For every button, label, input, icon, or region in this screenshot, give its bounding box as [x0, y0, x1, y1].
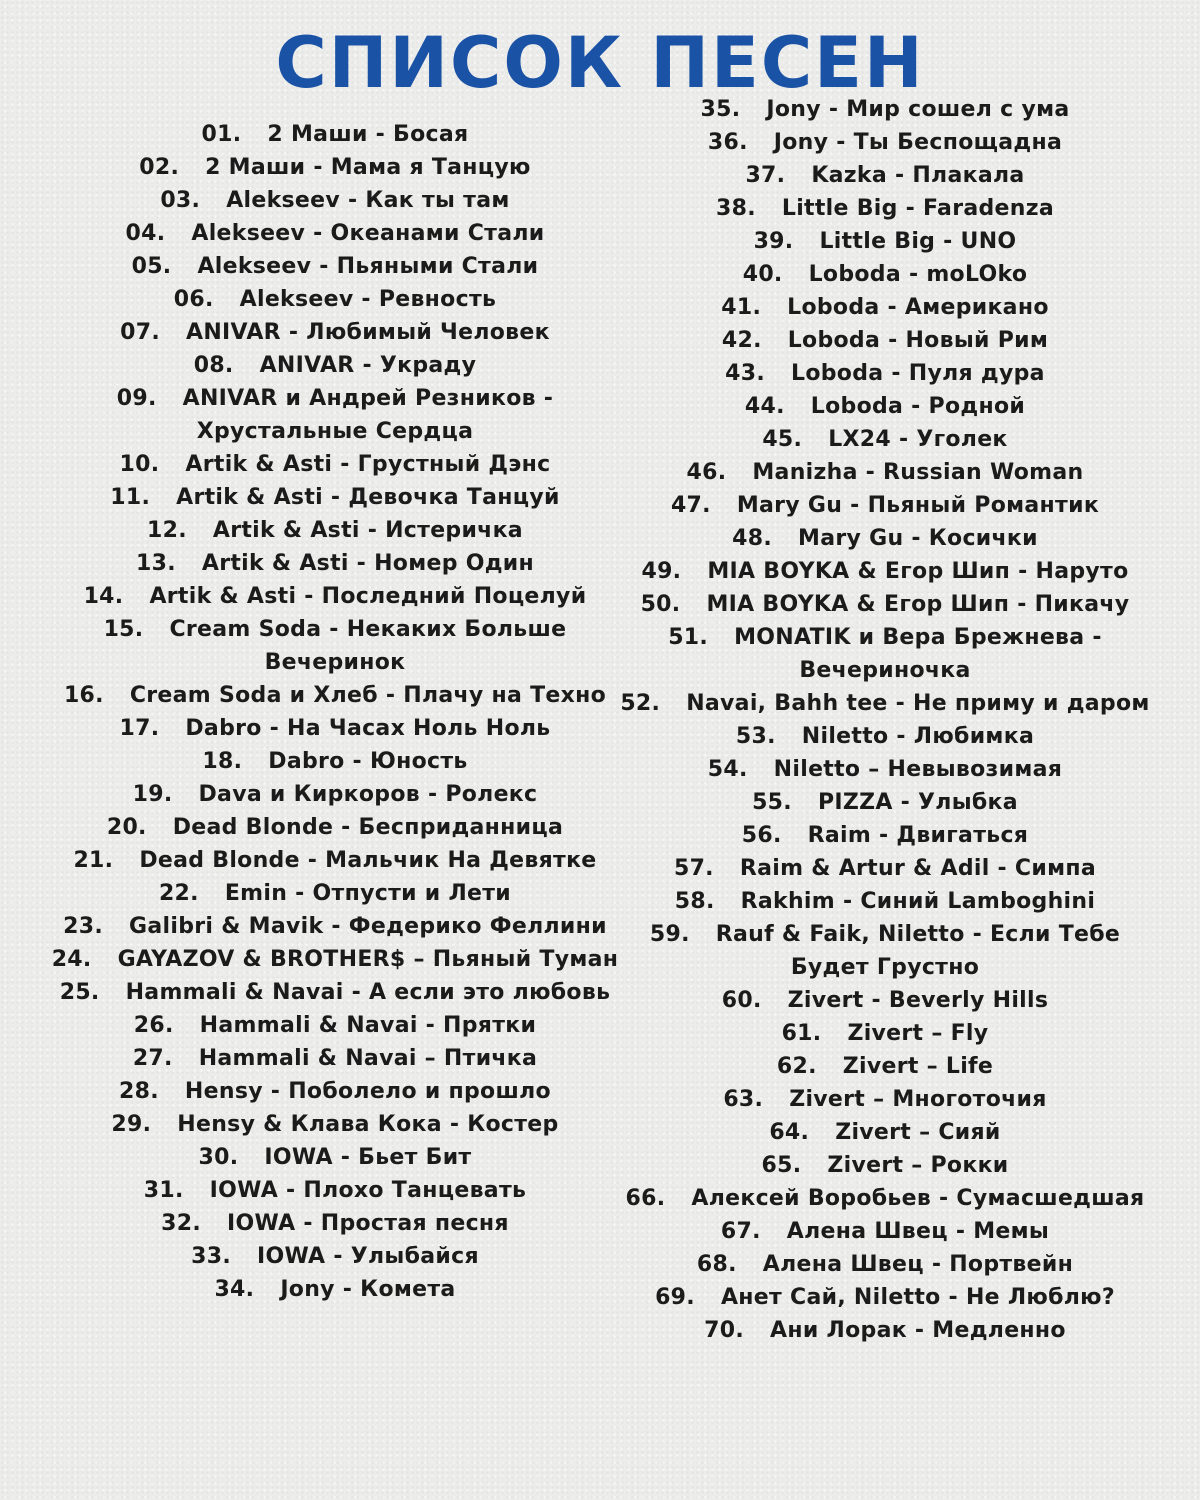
- song-number: 26.: [133, 1013, 174, 1038]
- song-number: 42.: [721, 328, 762, 353]
- song-number: 32.: [161, 1211, 202, 1236]
- song-item: [615, 687, 1155, 720]
- song-item: [615, 126, 1155, 159]
- song-number: 03.: [160, 188, 201, 213]
- song-title: Dabro - Юность: [268, 749, 468, 774]
- song-list-right: [615, 93, 1155, 1347]
- song-item: [615, 1281, 1155, 1314]
- song-item: [50, 514, 620, 547]
- song-item: [50, 910, 620, 943]
- song-item: [615, 918, 1155, 984]
- song-number: 70.: [704, 1318, 745, 1343]
- song-number: 06.: [173, 287, 214, 312]
- song-item: [50, 778, 620, 811]
- song-item: [50, 547, 620, 580]
- song-item: [615, 456, 1155, 489]
- song-item: [50, 811, 620, 844]
- song-title: Little Big - Faradenza: [781, 196, 1054, 221]
- song-title: Dead Blonde - Мальчик На Девятке: [139, 848, 597, 873]
- song-number: 41.: [721, 295, 762, 320]
- song-title: MIA BOYKA & Егор Шип - Пикачу: [706, 592, 1130, 617]
- song-item: [50, 1075, 620, 1108]
- song-number: 62.: [776, 1054, 817, 1079]
- song-item: [50, 877, 620, 910]
- song-title: Dava и Киркоров - Ролекс: [198, 782, 538, 807]
- song-number: 05.: [131, 254, 172, 279]
- song-title: Алена Швец - Мемы: [786, 1219, 1050, 1244]
- song-item: [615, 423, 1155, 456]
- song-title: Zivert – Life: [842, 1054, 994, 1079]
- song-number: 37.: [745, 163, 786, 188]
- song-title: LX24 - Уголек: [828, 427, 1008, 452]
- song-number: 38.: [716, 196, 756, 221]
- song-number: 02.: [139, 155, 180, 180]
- song-number: 56.: [741, 823, 782, 848]
- song-item: [50, 679, 620, 712]
- song-number: 01.: [201, 122, 242, 147]
- song-item: [50, 250, 620, 283]
- song-item: [615, 1116, 1155, 1149]
- song-title: Loboda - Новый Рим: [787, 328, 1049, 353]
- page-title: СПИСОК ПЕСЕН: [275, 22, 925, 104]
- song-list-left: [50, 118, 620, 1306]
- song-number: 58.: [674, 889, 715, 914]
- song-number: 24.: [51, 947, 92, 972]
- song-item: [50, 448, 620, 481]
- song-title: Hammali & Navai - А если это любовь: [125, 980, 611, 1005]
- song-item: [615, 786, 1155, 819]
- song-item: [615, 621, 1155, 687]
- song-number: 16.: [63, 683, 104, 708]
- song-item: [615, 555, 1155, 588]
- song-item: [615, 522, 1155, 555]
- song-item: [50, 745, 620, 778]
- song-item: [615, 225, 1155, 258]
- song-item: [615, 885, 1155, 918]
- song-number: 51.: [668, 625, 709, 650]
- song-number: 52.: [620, 691, 661, 716]
- song-number: 09.: [116, 386, 157, 411]
- song-title: PIZZA - Улыбка: [817, 790, 1018, 815]
- song-number: 30.: [198, 1145, 239, 1170]
- song-item: [50, 151, 620, 184]
- song-number: 59.: [649, 922, 690, 947]
- song-title: Алексей Воробьев - Сумасшедшая: [691, 1186, 1145, 1211]
- song-title: Raim - Двигаться: [807, 823, 1029, 848]
- song-number: 55.: [752, 790, 792, 815]
- song-title: Emin - Отпусти и Лети: [224, 881, 512, 906]
- song-title: Rauf & Faik, Niletto - Если Тебе Будет Грустно: [715, 922, 1121, 980]
- song-title: Alekseev - Океанами Стали: [191, 221, 545, 246]
- song-title: Zivert - Beverly Hills: [787, 988, 1049, 1013]
- song-number: 69.: [655, 1285, 695, 1310]
- song-item: [50, 1174, 620, 1207]
- song-item: [50, 316, 620, 349]
- song-number: 46.: [686, 460, 727, 485]
- song-title: ANIVAR и Андрей Резников - Хрустальные Сердца: [182, 386, 554, 444]
- song-title: IOWA - Бьет Бит: [264, 1145, 472, 1170]
- song-item: [615, 390, 1155, 423]
- song-title: Galibri & Mavik - Федерико Феллини: [129, 914, 607, 939]
- song-item: [50, 976, 620, 1009]
- song-item: [50, 382, 620, 448]
- song-title: Dead Blonde - Бесприданница: [172, 815, 564, 840]
- song-number: 61.: [781, 1021, 822, 1046]
- song-number: 17.: [119, 716, 160, 741]
- song-title: Mary Gu - Пьяный Романтик: [736, 493, 1100, 518]
- song-number: 04.: [125, 221, 166, 246]
- song-number: 22.: [158, 881, 199, 906]
- song-number: 35.: [700, 97, 741, 122]
- song-number: 50.: [640, 592, 681, 617]
- song-item: [615, 1248, 1155, 1281]
- song-title: Navai, Bahh tee - Не приму и даром: [686, 691, 1150, 716]
- song-title: MONATIK и Вера Брежнева - Вечериночка: [734, 625, 1102, 683]
- song-item: [50, 1207, 620, 1240]
- song-title: Алена Швец - Портвейн: [762, 1252, 1074, 1277]
- song-title: Little Big - UNO: [819, 229, 1017, 254]
- song-title: Jony - Ты Беспощадна: [773, 130, 1063, 155]
- song-number: 66.: [625, 1186, 666, 1211]
- song-item: [50, 217, 620, 250]
- song-number: 19.: [132, 782, 173, 807]
- song-number: 12.: [147, 518, 187, 543]
- song-item: [50, 481, 620, 514]
- song-title: Alekseev - Пьяными Стали: [197, 254, 539, 279]
- song-title: Hammali & Navai – Птичка: [198, 1046, 538, 1071]
- song-number: 43.: [725, 361, 766, 386]
- song-number: 18.: [202, 749, 243, 774]
- song-number: 36.: [707, 130, 748, 155]
- song-number: 54.: [707, 757, 748, 782]
- song-title: Artik & Asti - Истеричка: [212, 518, 523, 543]
- song-number: 48.: [732, 526, 772, 551]
- song-title: Cream Soda и Хлеб - Плачу на Техно: [129, 683, 607, 708]
- song-item: [50, 1273, 620, 1306]
- song-item: [615, 1017, 1155, 1050]
- song-number: 27.: [132, 1046, 173, 1071]
- song-number: 23.: [63, 914, 104, 939]
- song-number: 33.: [191, 1244, 231, 1269]
- song-title: 2 Маши - Босая: [267, 122, 469, 147]
- song-item: [615, 1149, 1155, 1182]
- song-title: IOWA - Простая песня: [227, 1211, 509, 1236]
- song-title: Jony - Комета: [280, 1277, 456, 1302]
- song-title: Zivert – Многоточия: [789, 1087, 1047, 1112]
- song-title: Jony - Мир сошел с ума: [766, 97, 1070, 122]
- song-item: [50, 184, 620, 217]
- song-item: [615, 1050, 1155, 1083]
- song-title: Manizha - Russian Woman: [752, 460, 1084, 485]
- song-item: [615, 819, 1155, 852]
- song-title: Alekseev - Ревность: [239, 287, 497, 312]
- song-number: 60.: [721, 988, 762, 1013]
- song-item: [615, 192, 1155, 225]
- song-number: 53.: [735, 724, 776, 749]
- song-number: 39.: [753, 229, 794, 254]
- song-number: 11.: [110, 485, 151, 510]
- song-number: 08.: [193, 353, 234, 378]
- song-item: [50, 580, 620, 613]
- song-number: 68.: [696, 1252, 737, 1277]
- song-number: 40.: [742, 262, 783, 287]
- song-item: [615, 489, 1155, 522]
- song-item: [615, 984, 1155, 1017]
- song-item: [615, 324, 1155, 357]
- song-number: 29.: [111, 1112, 152, 1137]
- song-number: 47.: [670, 493, 711, 518]
- song-item: [50, 943, 620, 976]
- song-item: [50, 1141, 620, 1174]
- song-title: Mary Gu - Косички: [798, 526, 1038, 551]
- song-number: 28.: [119, 1079, 159, 1104]
- song-title: GAYAZOV & BROTHER$ – Пьяный Туман: [117, 947, 619, 972]
- song-number: 44.: [744, 394, 785, 419]
- song-item: [615, 357, 1155, 390]
- song-title: ANIVAR - Украду: [259, 353, 477, 378]
- song-number: 10.: [119, 452, 160, 477]
- song-item: [50, 349, 620, 382]
- song-title: Loboda - moLOko: [808, 262, 1028, 287]
- song-title: Loboda - Родной: [810, 394, 1026, 419]
- song-title: Zivert – Сияй: [835, 1120, 1001, 1145]
- song-item: [50, 118, 620, 151]
- song-item: [50, 712, 620, 745]
- song-title: Artik & Asti - Последний Поцелуй: [149, 584, 587, 609]
- song-item: [50, 1042, 620, 1075]
- song-number: 14.: [83, 584, 124, 609]
- song-title: Alekseev - Как ты там: [226, 188, 510, 213]
- song-title: Hensy - Поболело и прошло: [184, 1079, 551, 1104]
- song-title: Cream Soda - Некаких Больше Вечеринок: [169, 617, 567, 675]
- song-number: 67.: [720, 1219, 761, 1244]
- song-title: Zivert – Fly: [847, 1021, 989, 1046]
- song-title: Loboda - Американо: [787, 295, 1049, 320]
- song-number: 63.: [723, 1087, 764, 1112]
- song-title: Kazka - Плакала: [811, 163, 1025, 188]
- song-item: [50, 844, 620, 877]
- song-item: [615, 159, 1155, 192]
- song-item: [50, 613, 620, 679]
- song-number: 65.: [761, 1153, 802, 1178]
- song-number: 64.: [769, 1120, 810, 1145]
- song-item: [615, 1083, 1155, 1116]
- song-title: Zivert – Рокки: [827, 1153, 1009, 1178]
- song-title: Artik & Asti - Девочка Танцуй: [176, 485, 560, 510]
- song-item: [50, 283, 620, 316]
- song-item: [615, 93, 1155, 126]
- song-number: 07.: [120, 320, 160, 345]
- song-number: 20.: [106, 815, 147, 840]
- song-number: 57.: [673, 856, 714, 881]
- song-item: [50, 1009, 620, 1042]
- song-item: [615, 753, 1155, 786]
- song-title: ANIVAR - Любимый Человек: [186, 320, 550, 345]
- song-number: 49.: [641, 559, 682, 584]
- song-item: [615, 720, 1155, 753]
- song-item: [50, 1108, 620, 1141]
- song-number: 45.: [762, 427, 803, 452]
- song-title: Raim & Artur & Adil - Симпа: [739, 856, 1097, 881]
- song-title: Artik & Asti - Номер Один: [201, 551, 534, 576]
- song-item: [615, 1215, 1155, 1248]
- song-item: [50, 1240, 620, 1273]
- song-number: 34.: [214, 1277, 255, 1302]
- song-title: Ани Лорак - Медленно: [770, 1318, 1066, 1343]
- song-title: Loboda - Пуля дура: [791, 361, 1045, 386]
- song-title: Rakhim - Синий Lamboghini: [740, 889, 1096, 914]
- song-number: 15.: [103, 617, 144, 642]
- song-title: Niletto - Любимка: [801, 724, 1035, 749]
- song-title: Анет Сай, Niletto - Не Люблю?: [720, 1285, 1115, 1310]
- song-title: Hensy & Клава Кока - Костер: [177, 1112, 559, 1137]
- song-title: Artik & Asti - Грустный Дэнс: [185, 452, 551, 477]
- song-title: IOWA - Улыбайся: [256, 1244, 479, 1269]
- song-item: [615, 258, 1155, 291]
- song-item: [615, 1182, 1155, 1215]
- song-item: [615, 852, 1155, 885]
- song-title: 2 Маши - Мама я Танцую: [205, 155, 531, 180]
- song-title: Dabro - На Часах Ноль Ноль: [185, 716, 551, 741]
- song-item: [615, 291, 1155, 324]
- song-title: MIA BOYKA & Егор Шип - Наруто: [707, 559, 1129, 584]
- song-number: 31.: [143, 1178, 184, 1203]
- song-title: Hammali & Navai - Прятки: [199, 1013, 537, 1038]
- song-number: 25.: [59, 980, 100, 1005]
- song-number: 21.: [73, 848, 114, 873]
- song-title: IOWA - Плохо Танцевать: [209, 1178, 527, 1203]
- song-item: [615, 588, 1155, 621]
- song-title: Niletto – Невывозимая: [773, 757, 1063, 782]
- song-number: 13.: [136, 551, 176, 576]
- song-item: [615, 1314, 1155, 1347]
